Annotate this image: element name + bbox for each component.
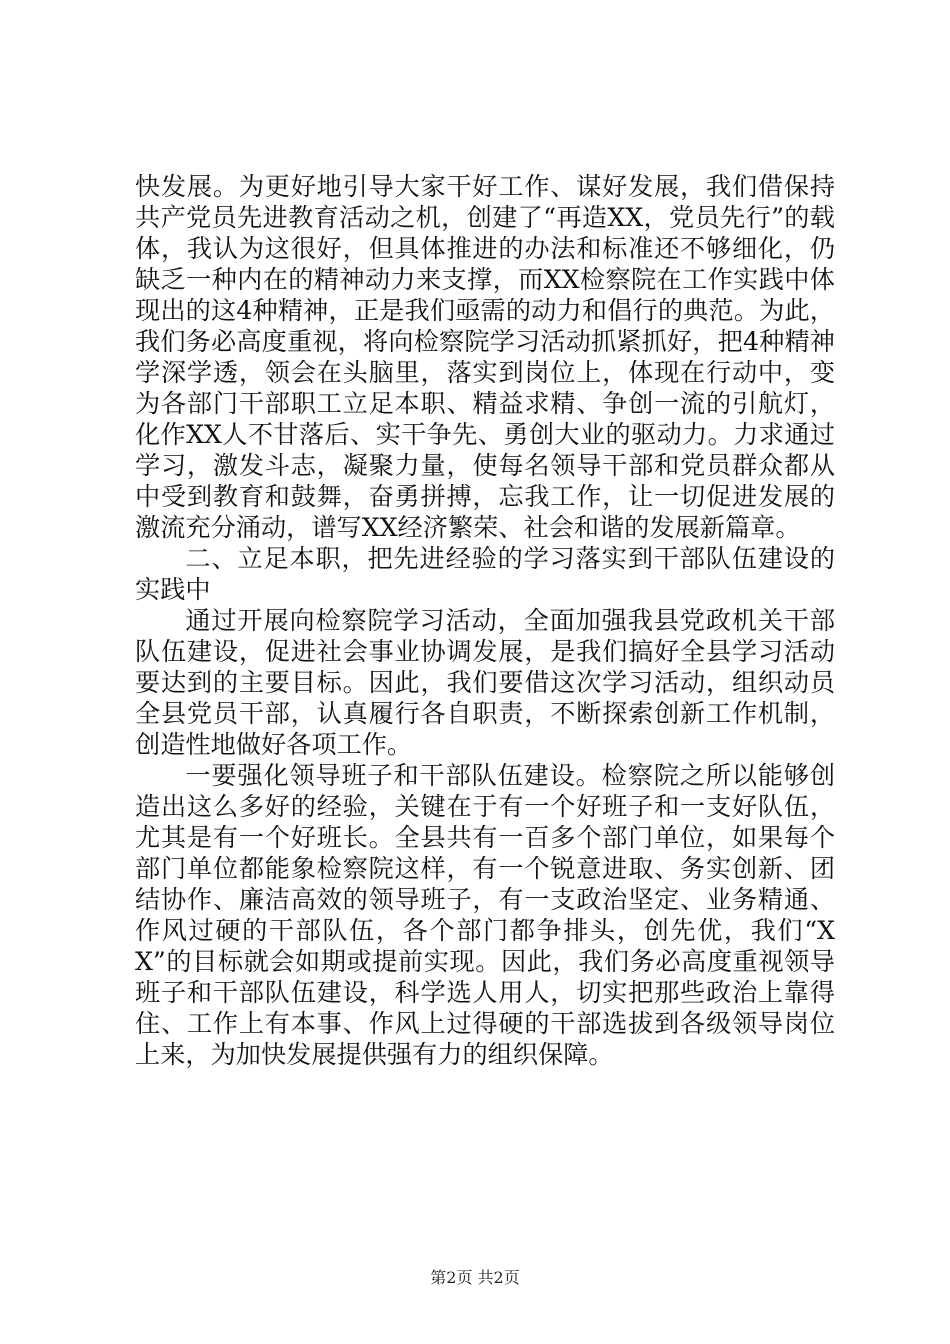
paragraph-goal: 通过开展向检察院学习活动，全面加强我县党政机关干部队伍建设，促进社会事业协调发展，是我们搞好全县学习活动要达到的主要目标。因此，我们要借这次学习活动，组织动员全县党员干部，认真履行各自职责，不断探索创新工作机制，创造性地做好各项工作。 — [135, 606, 835, 759]
page-footer: 第2页 共2页 — [430, 1268, 520, 1287]
section-heading: 二、立足本职，把先进经验的学习落实到干部队伍建设的实践中 — [135, 544, 835, 604]
paragraph-leadership: 一要强化领导班子和干部队伍建设。检察院之所以能够创造出这么多好的经验，关键在于有一个好班子和一支好队伍，尤其是有一个好班长。全县共有一百多个部门单位，如果每个部门单位都能象检察院这样，有一个锐意进取、务实创新、团结协作、廉洁高效的领导班子，有一支政治坚定、业务精通、作风过硬的干部队伍，各个部门都争排头，创先优，我们“XX”的目标就会如期或提前实现。因此，我们务必高度重视领导班子和干部队伍建设，科学选人用人，切实把那些政治上靠得住、工作上有本事、作风上过得硬的干部选拔到各级领导岗位上来，为加快发展提供强有力的组织保障。 — [135, 761, 835, 1069]
paragraph-continuation: 快发展。为更好地引导大家干好工作、谋好发展，我们借保持共产党员先进教育活动之机，创建了“再造XX，党员先行”的载体，我认为这很好，但具体推进的办法和标准还不够细化，仍缺乏一种内在的精神动力来支撑，而XX检察院在工作实践中体现出的这4种精神，正是我们亟需的动力和倡行的典范。为此，我们务必高度重视，将向检察院学习活动抓紧抓好，把4种精神学深学透，领会在头脑里，落实到岗位上，体现在行动中，变为各部门干部职工立足本职、精益求精、争创一流的引航灯，化作XX人不甘落后、实干争先、勇创大业的驱动力。力求通过学习，激发斗志，凝聚力量，使每名领导干部和党员群众都从中受到教育和鼓舞，奋勇拼搏，忘我工作，让一切促进发展的激流充分涌动，谱写XX经济繁荣、社会和谐的发展新篇章。 — [135, 172, 835, 542]
document-body — [135, 171, 835, 1070]
